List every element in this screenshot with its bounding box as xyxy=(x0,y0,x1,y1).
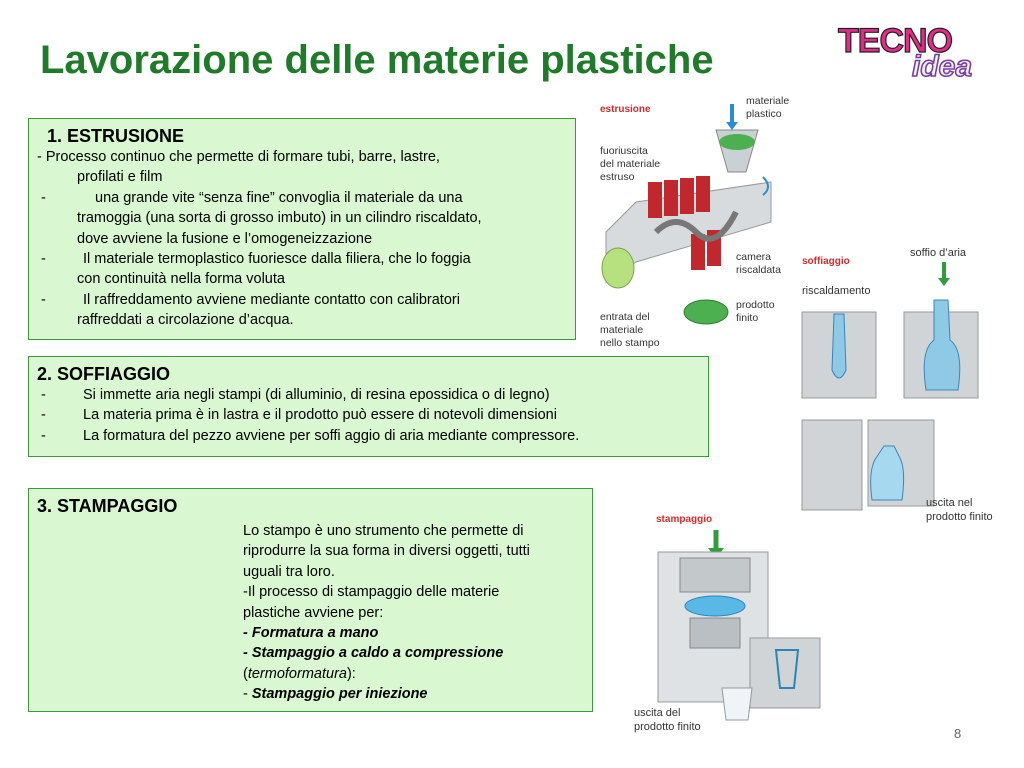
estrusione-item-1: - una grande vite “senza fine” convoglia il materiale da una tramoggia (una sorta di grosso imbuto) in un cilindro riscaldato, dove avviene la fusione e l’omogeneizzazione xyxy=(41,189,482,247)
label-riscaldamento: riscaldamento xyxy=(802,285,871,297)
logo-bottom-text: idea xyxy=(912,50,973,80)
mold-open-left xyxy=(802,420,862,510)
stampaggio-figure xyxy=(630,508,850,738)
finished-cup xyxy=(722,688,752,720)
slide-title: Lavorazione delle materie plastiche xyxy=(40,38,714,82)
soffiaggio-figure-title: soffiaggio xyxy=(802,256,850,267)
stampaggio-heading: 3. STAMPAGGIO xyxy=(37,496,178,516)
preform xyxy=(832,314,846,378)
estrusione-box xyxy=(28,118,576,340)
estrusione-intro-line: - Processo continuo che permette di formare tubi, barre, lastre, xyxy=(37,149,440,165)
estrusione-item-3: - Il raffreddamento avviene mediante contatto con calibratori raffreddati a circolazione d’acqua. xyxy=(41,291,460,329)
die-outlet xyxy=(602,248,634,288)
stampaggio-text: Lo stampo è uno strumento che permette di riprodurre la sua forma in diversi oggetti, tutti uguali tra loro. -Il processo di stampaggio delle materie plastiche avviene per: - Formatura a mano - Stampaggio a caldo a compressione (termoformatura): - Stampaggio per iniezione xyxy=(243,523,530,703)
label-uscita-stampaggio: uscita del prodotto finito xyxy=(634,707,701,733)
plastic-pellets xyxy=(719,134,755,150)
soffiaggio-heading: 2. SOFFIAGGIO xyxy=(37,364,171,384)
punch xyxy=(680,558,750,592)
page-number: 8 xyxy=(954,726,962,741)
label-entrata: entrata del materiale nello stampo xyxy=(600,311,660,349)
estrusione-figure xyxy=(596,92,806,354)
soffiaggio-item-2: - La materia prima è in lastra e il prodotto può essere di notevoli dimensioni xyxy=(41,407,557,424)
stampaggio-figure-title: stampaggio xyxy=(656,514,713,525)
label-prodotto: prodotto finito xyxy=(736,299,775,324)
label-materiale: materiale plastico xyxy=(746,95,790,120)
estrusione-heading: 1. ESTRUSIONE xyxy=(47,126,185,146)
mold-open xyxy=(750,638,820,708)
finished-product xyxy=(684,300,728,324)
plastic-disc xyxy=(685,596,745,616)
soffiaggio-item-1: - Si immette aria negli stampi (di alluminio, di resina epossidica o di legno) xyxy=(41,387,550,403)
label-camera: camera riscaldata xyxy=(736,251,781,276)
label-soffio: soffio d’aria xyxy=(910,247,967,259)
estrusione-intro-cont: profilati e film xyxy=(77,169,163,186)
die xyxy=(690,618,740,648)
logo-top-text: TECNO xyxy=(838,22,952,60)
estrusione-figure-title: estrusione xyxy=(600,104,651,115)
soffiaggio-item-3: - La formatura del pezzo avviene per soffi aggio di aria mediante compressore. xyxy=(41,427,580,444)
stampaggio-box xyxy=(28,488,593,712)
label-uscita-soffiaggio: uscita nel prodotto finito xyxy=(926,497,993,523)
soffiaggio-figure xyxy=(798,240,1018,530)
estrusione-item-2: - Il materiale termoplastico fuoriesce dalla filiera, che lo foggia con continuità nella forma voluta xyxy=(41,251,471,288)
label-fuoriuscita: fuoriuscita del materiale estruso xyxy=(600,145,661,183)
tecno-idea-logo xyxy=(834,18,1014,80)
soffiaggio-box xyxy=(28,356,709,457)
